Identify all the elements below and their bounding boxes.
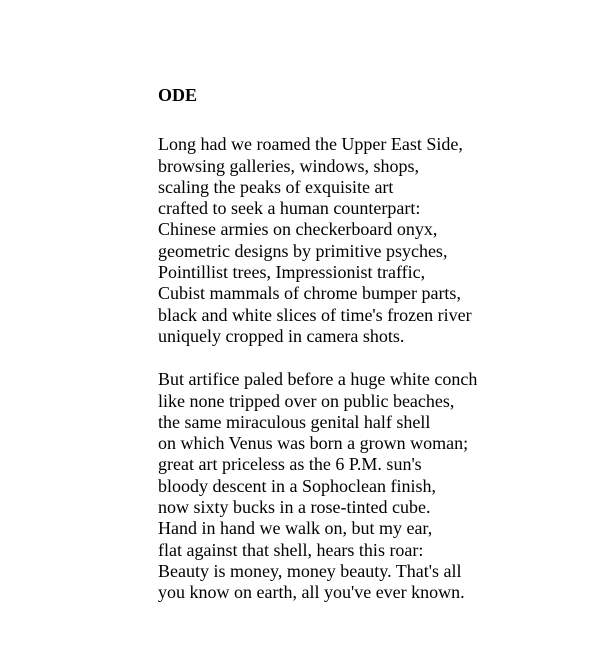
- poem-line: flat against that shell, hears this roar:: [158, 539, 424, 560]
- poem-line: black and white slices of time's frozen river: [158, 304, 472, 325]
- poem-line: like none tripped over on public beaches,: [158, 390, 455, 411]
- poem-line: on which Venus was born a grown woman;: [158, 433, 469, 454]
- poem-stanza-1: [158, 134, 544, 347]
- poem-line: Long had we roamed the Upper East Side,: [158, 134, 463, 155]
- poem-line: geometric designs by primitive psyches,: [158, 240, 448, 261]
- poem-stanza-2: [158, 369, 544, 603]
- poem-line: now sixty bucks in a rose-tinted cube.: [158, 497, 431, 518]
- poem-line: great art priceless as the 6 P.M. sun's: [158, 454, 422, 475]
- poem-line: uniquely cropped in camera shots.: [158, 325, 405, 346]
- poem-line: Pointillist trees, Impressionist traffic,: [158, 262, 426, 283]
- poem-line: the same miraculous genital half shell: [158, 411, 431, 432]
- poem-line: Cubist mammals of chrome bumper parts,: [158, 283, 461, 304]
- poem-title: ODE: [158, 85, 198, 105]
- poem-line: Beauty is money, money beauty. That's all: [158, 560, 462, 581]
- poem-line: Chinese armies on checkerboard onyx,: [158, 219, 438, 240]
- poem-line: But artifice paled before a huge white conch: [158, 369, 478, 390]
- poem-line: bloody descent in a Sophoclean finish,: [158, 475, 436, 496]
- poem-line: scaling the peaks of exquisite art: [158, 176, 394, 197]
- poem-line: crafted to seek a human counterpart:: [158, 198, 421, 219]
- poem-line: browsing galleries, windows, shops,: [158, 155, 419, 176]
- poem-line: you know on earth, all you've ever known.: [158, 582, 465, 603]
- poem-line: Hand in hand we walk on, but my ear,: [158, 518, 433, 539]
